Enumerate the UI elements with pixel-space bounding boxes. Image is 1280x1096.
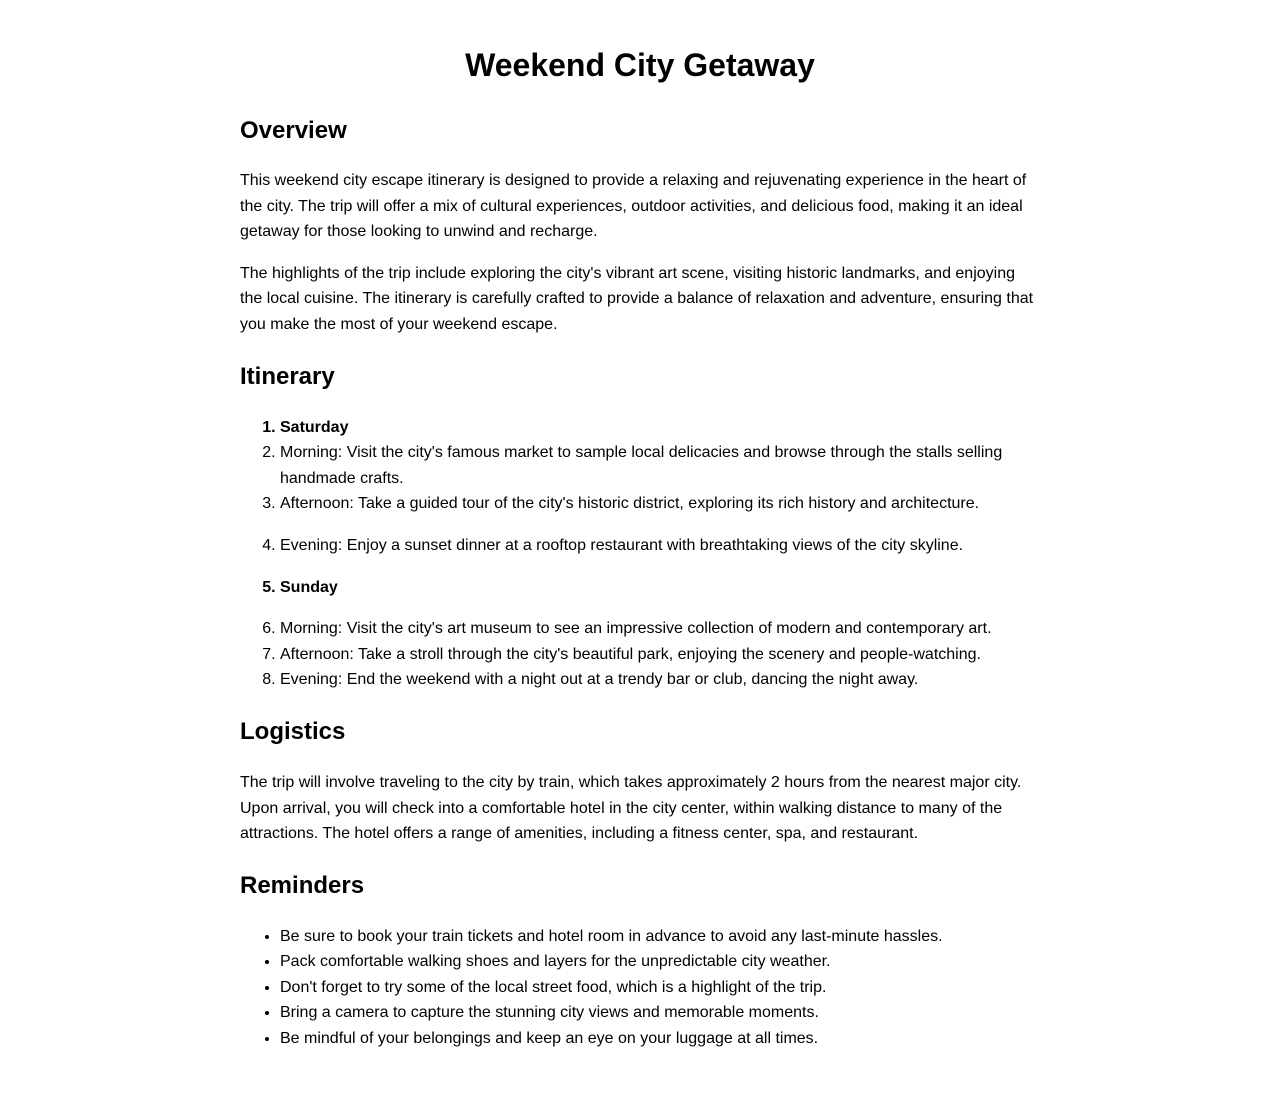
itinerary-item: 4. Evening: Enjoy a sunset dinner at a rooftop restaurant with breathtaking views of the city skyline. — [280, 533, 1040, 559]
itinerary-day-saturday: 1. Saturday — [280, 415, 1040, 441]
itinerary-list — [240, 415, 1040, 693]
page-title: Weekend City Getaway — [465, 47, 815, 83]
itinerary-item: 3. Afternoon: Take a guided tour of the city's historic district, exploring its rich history and architecture. — [280, 491, 1040, 517]
overview-paragraph-2: The highlights of the trip include exploring the city's vibrant art scene, visiting historic landmarks, and enjoying the local cuisine. The itinerary is carefully crafted to provide a balance of relaxation and adventure, ensuring that you make the most of your weekend escape. — [240, 264, 1034, 333]
reminders-list — [240, 924, 1040, 1052]
logistics-heading: Logistics — [240, 717, 346, 745]
itinerary-heading: Itinerary — [240, 362, 335, 390]
itinerary-item: 8. Evening: End the weekend with a night out at a trendy bar or club, dancing the night away. — [280, 667, 1040, 693]
logistics-paragraph: The trip will involve traveling to the city by train, which takes approximately 2 hours from the nearest major city. Upon arrival, you will check into a comfortable hotel in the city center, within walking distance to many of the attractions. The hotel offers a range of amenities, including a fitness center, spa, and restaurant. — [240, 773, 1022, 843]
reminder-item: • Pack comfortable walking shoes and layers for the unpredictable city weather. — [280, 949, 1040, 975]
reminder-item: • Don't forget to try some of the local street food, which is a highlight of the trip. — [280, 975, 1040, 1001]
reminder-item: • Be sure to book your train tickets and hotel room in advance to avoid any last-minute hassles. — [280, 924, 1040, 950]
itinerary-day-sunday: 5. Sunday — [280, 575, 1040, 601]
reminders-heading: Reminders — [240, 871, 365, 899]
reminder-item: • Bring a camera to capture the stunning city views and memorable moments. — [280, 1000, 1040, 1026]
reminder-item: • Be mindful of your belongings and keep an eye on your luggage at all times. — [280, 1026, 1040, 1052]
overview-heading: Overview — [240, 117, 347, 144]
itinerary-item: 6. Morning: Visit the city's art museum to see an impressive collection of modern and contemporary art. — [280, 616, 1040, 642]
overview-paragraph-1: This weekend city escape itinerary is designed to provide a relaxing and rejuvenating experience in the heart of the city. The trip will offer a mix of cultural experiences, outdoor activities, and delicious food, making it an ideal getaway for those looking to unwind and recharge. — [240, 172, 1027, 241]
document-page — [240, 0, 1040, 1052]
itinerary-item: 2. Morning: Visit the city's famous market to sample local delicacies and browse through the stalls selling handmade crafts. — [280, 440, 1040, 491]
itinerary-item: 7. Afternoon: Take a stroll through the city's beautiful park, enjoying the scenery and people-watching. — [280, 642, 1040, 668]
